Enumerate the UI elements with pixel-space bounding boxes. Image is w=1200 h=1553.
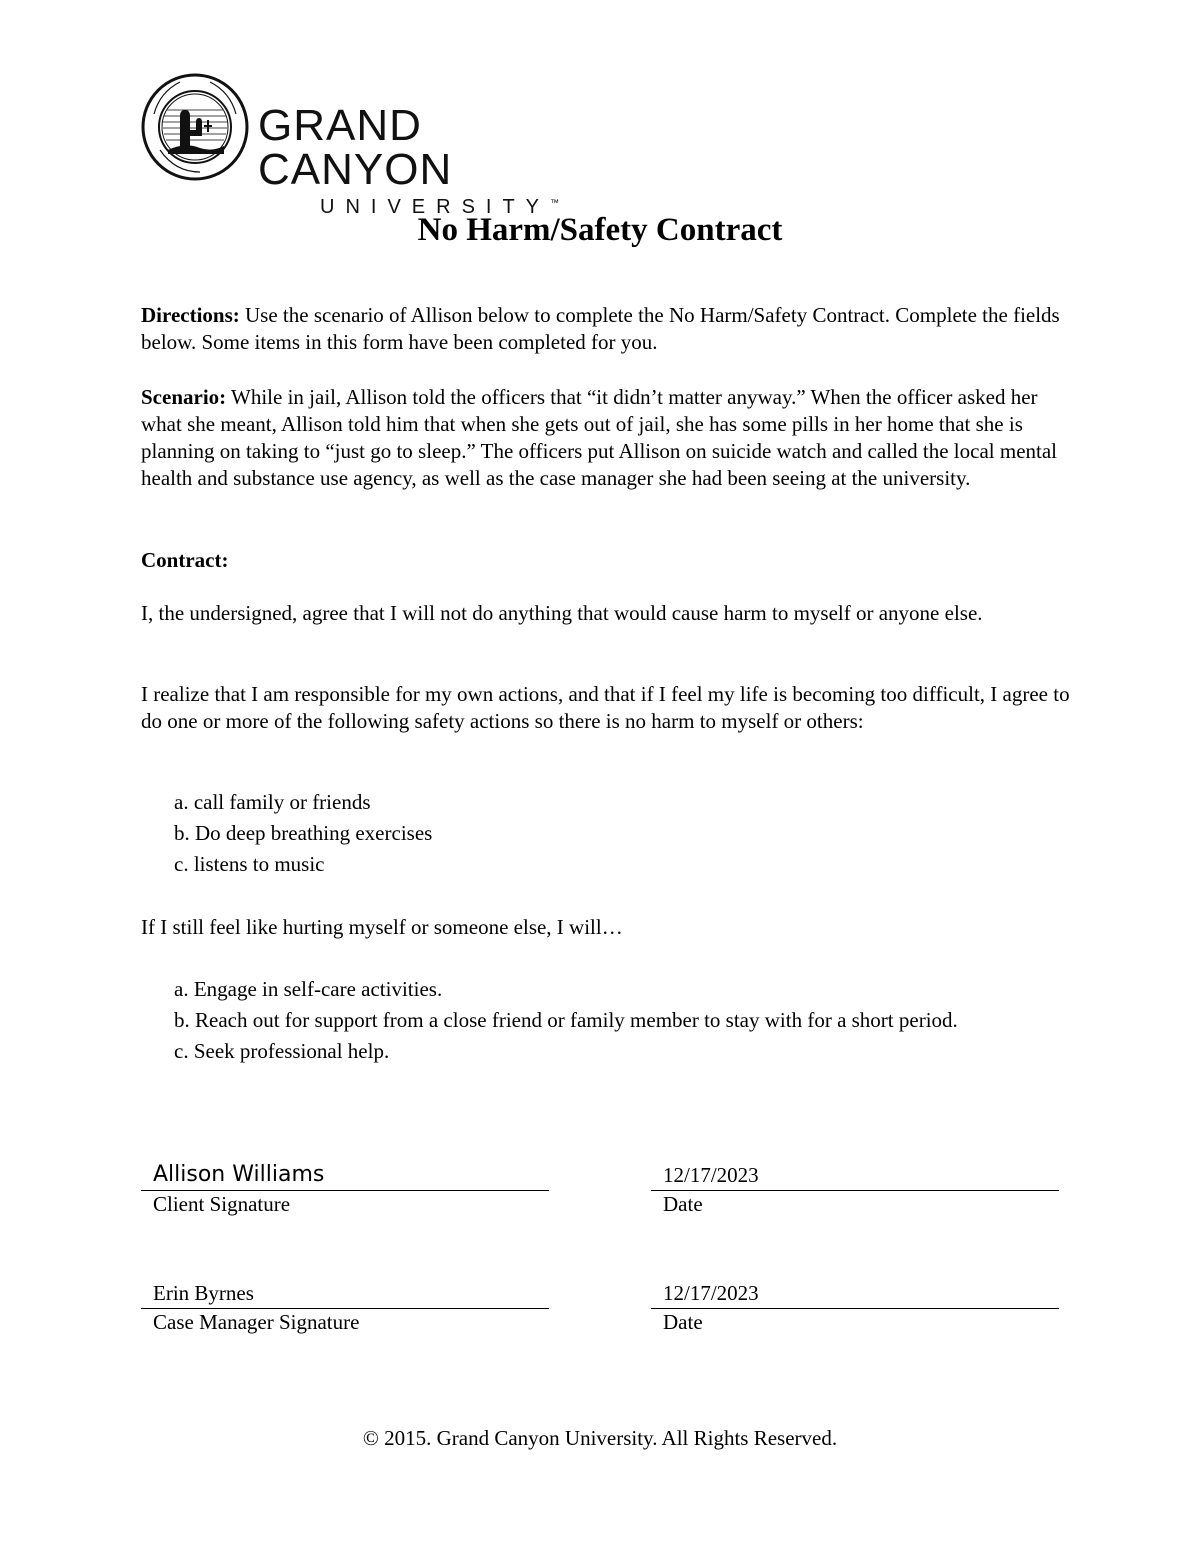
- logo-subname: UNIVERSITY™: [320, 196, 560, 218]
- list-item: c. Seek professional help.: [174, 1039, 390, 1063]
- contract-paragraph-1: I, the undersigned, agree that I will not do anything that would cause harm to myself or anyone else.: [141, 601, 983, 625]
- scenario-text: While in jail, Allison told the officers that “it didn’t matter anyway.” When the officer asked her what she meant, Allison told him that when she gets out of jail, she has some pills in her home that she is planning on taking to “just go to sleep.” The officers put Allison on suicide watch and called the local mental health and substance use agency, as well as the case manager she had been seeing at the university.: [141, 385, 1058, 490]
- logo-name: GRAND CANYON: [258, 101, 453, 194]
- contract-paragraph-3: If I still feel like hurting myself or someone else, I will…: [141, 915, 623, 939]
- contract-heading: Contract:: [141, 548, 229, 572]
- client-date-field[interactable]: 12/17/2023: [651, 1160, 1059, 1191]
- client-signature-block: [141, 1160, 549, 1218]
- manager-date-field[interactable]: 12/17/2023: [651, 1278, 1059, 1309]
- manager-date-block: [651, 1278, 1059, 1336]
- manager-date-label: Date: [663, 1310, 703, 1334]
- scenario-paragraph: [141, 384, 1071, 492]
- list-item: a. call family or friends: [174, 790, 371, 814]
- list-item: c. listens to music: [174, 852, 325, 876]
- scenario-label: Scenario:: [141, 385, 227, 409]
- manager-signature-label: Case Manager Signature: [153, 1310, 360, 1334]
- university-seal: [140, 72, 250, 182]
- list-item: b. Reach out for support from a close friend or family member to stay with for a short period.: [174, 1008, 958, 1032]
- safety-actions-list: [174, 787, 432, 880]
- directions-paragraph: [141, 302, 1071, 356]
- contract-paragraph-2: I realize that I am responsible for my own actions, and that if I feel my life is becoming too difficult, I agree to do one or more of the following safety actions so there is no harm to myself or others:: [141, 682, 1070, 733]
- manager-signature-field[interactable]: Erin Byrnes: [141, 1278, 549, 1309]
- logo-wordmark: [258, 101, 620, 219]
- further-actions-list: [174, 974, 958, 1067]
- list-item: b. Do deep breathing exercises: [174, 821, 433, 845]
- client-signature-label: Client Signature: [153, 1192, 291, 1216]
- university-logo: [140, 72, 620, 218]
- client-date-block: [651, 1160, 1059, 1218]
- list-item: a. Engage in self-care activities.: [174, 977, 443, 1001]
- client-date-label: Date: [663, 1192, 703, 1216]
- copyright-footer: © 2015. Grand Canyon University. All Rights Reserved.: [362, 1426, 838, 1450]
- document-title: No Harm/Safety Contract: [417, 212, 783, 248]
- manager-signature-block: [141, 1278, 549, 1336]
- client-signature-field[interactable]: Allison Williams: [141, 1160, 549, 1191]
- directions-label: Directions:: [141, 303, 240, 327]
- directions-text: Use the scenario of Allison below to complete the No Harm/Safety Contract. Complete the fields below. Some items in this form have been completed for you.: [141, 303, 1060, 354]
